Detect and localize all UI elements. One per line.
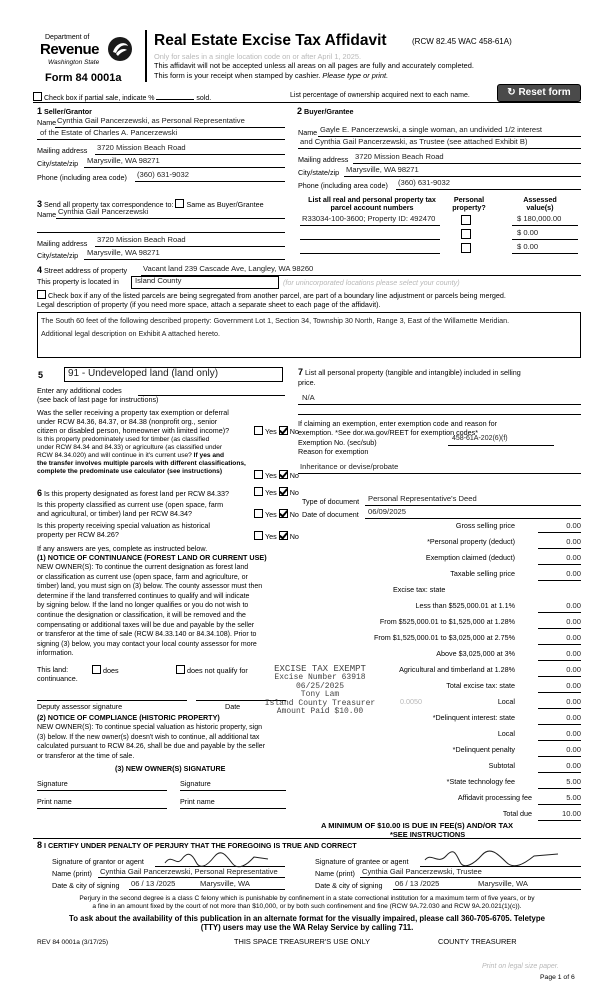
s7-label-line: price. (298, 378, 316, 387)
stamp-line: Island County Treasurer (264, 698, 376, 708)
partial-sale-sold: sold. (196, 95, 212, 102)
q-line: Is this property receiving special valuation as historical (37, 521, 210, 530)
section-num: 5 (38, 370, 44, 380)
seller-title: Seller/Grantor (44, 107, 92, 116)
parcel-number[interactable]: R33034-100-3600; Property ID: 492470 (302, 214, 436, 223)
historic-question (37, 521, 210, 539)
current-use-answer (254, 509, 299, 519)
seller-name-line1[interactable]: Cynthia Gail Pancerzewski, as Personal Representative (57, 116, 245, 125)
excise-stamp (255, 665, 385, 716)
perjury-note (33, 895, 581, 911)
tax-value[interactable]: 0.00 (566, 665, 581, 674)
tax-value[interactable]: 0.00 (566, 617, 581, 626)
parcel-col2-line1: Personal (453, 195, 485, 204)
segregated-row (37, 290, 506, 300)
notice1-line: determine if the land transferred continues to qualify and will indicate (37, 592, 250, 600)
q-line: and agricultural, or timber) land per RCW 84.34? (37, 509, 193, 518)
tax-value[interactable]: 0.00 (566, 537, 581, 546)
buyer-city[interactable]: Marysville, WA 98271 (346, 165, 419, 174)
does-not-label: does not qualify for (187, 666, 248, 675)
minimum-note: A MINIMUM OF $10.00 IS DUE IN FEE(S) AND/OR TAX (321, 821, 514, 830)
yes-label: Yes (265, 471, 277, 480)
tax-value[interactable]: 0.00 (566, 713, 581, 722)
s3-name-label: Name (37, 210, 57, 219)
notice1-line: timber) land, you must sign on (3) below. The county assessor must then (37, 583, 263, 591)
buyer-mailing-label: Mailing address (298, 155, 349, 164)
county-select[interactable] (131, 276, 279, 289)
tax-label: *Personal property (deduct) (427, 537, 515, 546)
county-value: Island County (135, 276, 182, 285)
notice1-line: or transferor at the time of sale (RCW 84.33.140 or 84.34.108). Prior to (37, 631, 257, 639)
revenue-swoosh-icon (107, 36, 133, 62)
s3-mailing-label: Mailing address (37, 239, 88, 248)
q1-line: under RCW 84.36, 84.37, or 84.38 (nonprofit org., senior (37, 417, 218, 426)
stamp-line: 06/25/2025 (295, 681, 344, 691)
q1-no-checkbox[interactable] (279, 426, 288, 435)
legal-size-note: Print on legal size paper. (482, 963, 559, 970)
grantor-date-label: Date & city of signing (52, 881, 120, 890)
grantor-name[interactable]: Cynthia Gail Pancerzewski, Personal Representative (100, 867, 278, 876)
parcel-col3-line1: Assessed (523, 195, 557, 204)
addl-codes-label-2: (see back of last page for instructions) (37, 395, 159, 404)
deputy-date-label: Date (225, 702, 241, 711)
section3-label: Send all property tax correspondence to: (44, 200, 174, 209)
perjury-line: Perjury in the second degree is a class C felony which is punishable by confinement in a state correctional institution for a maximum term of five years, or by (79, 895, 535, 902)
alt-line: (TTY) users may use the WA Relay Service by calling 711. (200, 923, 414, 932)
doc-type-label: Type of document (302, 497, 360, 506)
ownership-note: List percentage of ownership acquired next to each name. (290, 92, 470, 99)
addl-codes-label-1: Enter any additional codes (37, 386, 122, 395)
tax-value[interactable]: 0.00 (566, 697, 581, 706)
seller-phone[interactable]: (360) 631-9032 (137, 170, 189, 179)
no-label: No (289, 427, 299, 436)
tax-label: Taxable selling price (450, 569, 515, 578)
same-as-buyer-label: Same as Buyer/Grantee (186, 200, 264, 209)
dept-line2: Revenue (40, 41, 100, 58)
this-land-row (37, 665, 78, 683)
seller-name-label: Name (37, 118, 57, 127)
tax-value[interactable]: 0.00 (566, 633, 581, 642)
tax-value[interactable]: 0.00 (566, 761, 581, 770)
owner-signature-label: Signature (37, 779, 68, 788)
tax-value[interactable]: 5.00 (566, 777, 581, 786)
notice1-body (37, 563, 262, 659)
if-yes-note: If any answers are yes, complete as instructed below. (37, 544, 208, 553)
reset-icon: ↻ (507, 87, 516, 98)
yes-label: Yes (265, 488, 277, 497)
legal-line1: The South 60 feet of the following described property: Government Lot 1, Section 34, Township 30 North, Range 3, East of the Willamette Meridian. (41, 316, 510, 325)
local-rate[interactable]: 0.0050 (400, 697, 422, 706)
forest-label: Is this property designated as forest land per RCW 84.33? (44, 489, 229, 498)
forest-yes-checkbox[interactable] (254, 487, 263, 496)
yes-label: Yes (265, 532, 277, 541)
grantor-date[interactable]: 06 / 13 /2025 (131, 879, 176, 888)
q2-line: under RCW 84.34 and 84.33) or agriculture (as classified under (37, 444, 223, 451)
parcel-col2-header (447, 196, 491, 213)
q2-no-checkbox[interactable] (279, 470, 288, 479)
tax-label: From $525,000.01 to $1,525,000 at 1.28% (379, 617, 515, 626)
tax-label: Local (497, 729, 515, 738)
q1-yes-checkbox[interactable] (254, 426, 263, 435)
exempt-no-label: Exemption No. (sec/sub) (298, 437, 377, 447)
s3-mailing[interactable]: 3720 Mission Beach Road (97, 235, 186, 244)
excise-state-label: Excise tax: state (393, 585, 446, 594)
tax-label: Subtotal (488, 761, 515, 770)
timber-question (37, 436, 246, 476)
deputy-signature-label: Deputy assessor signature (37, 702, 123, 711)
reset-form-button[interactable] (497, 84, 581, 102)
located-label: This property is located in (37, 277, 119, 286)
yes-label: Yes (265, 510, 277, 519)
legal-label: Legal description of property (if you need more space, attach a separate sheet to each page of the affidavit). (37, 300, 381, 309)
parcel-col1-header (302, 196, 442, 213)
revenue-logo (35, 34, 135, 72)
tax-label: Gross selling price (455, 521, 515, 530)
parcel-col3-header (510, 196, 570, 213)
alt-format-note (33, 914, 581, 932)
q-line: Is this property classified as current use (open space, farm (37, 500, 224, 509)
buyer-heading (297, 106, 354, 116)
reset-label: Reset form (518, 87, 571, 98)
tax-value[interactable]: 0.00 (566, 601, 581, 610)
tax-value[interactable]: 10.00 (561, 809, 581, 818)
tax-label: Affidavit processing fee (457, 793, 532, 802)
parcel-col1-line1: List all real and personal property tax (308, 195, 436, 204)
stamp-line: EXCISE TAX EXEMPT (274, 664, 366, 674)
q2-answer (254, 470, 299, 480)
historic-yes-checkbox[interactable] (254, 531, 263, 540)
grantor-name-label: Name (print) (52, 869, 92, 878)
notice2-body (37, 723, 265, 761)
current-use-yes-checkbox[interactable] (254, 509, 263, 518)
q1-line: citizen or disabled person, homeowner with limited income)? (37, 426, 230, 435)
notice2-line: calculated pursuant to RCW 84.26, shall be due and payable by the seller (37, 743, 266, 751)
tax-label: Local (497, 697, 515, 706)
notice1-line: signing (3) below, you may contact your local county assessor for more (37, 640, 257, 648)
section-num: 1 (37, 106, 43, 116)
segregated-label: Check box if any of the listed parcels are being segregated from another parcel, are part of a boundary line adjustment or parcels being merged. (48, 291, 506, 300)
section-num: 6 (37, 488, 43, 498)
tax-value[interactable]: 0.00 (566, 745, 581, 754)
section7-label (298, 367, 521, 388)
current-use-question (37, 500, 223, 518)
does-not-option (176, 665, 248, 675)
seller-phone-label: Phone (including area code) (37, 173, 127, 182)
parcel-col3-line2: value(s) (526, 203, 554, 213)
tax-label: Above $3,025,000 at 3% (436, 649, 515, 658)
exemption-reason[interactable]: Inheritance or devise/probate (300, 462, 399, 471)
yes-label: Yes (265, 427, 277, 436)
street-row (37, 265, 127, 275)
doc-type[interactable]: Personal Representative's Deed (368, 494, 477, 503)
q1-line: Was the seller receiving a property tax exemption or deferral (37, 408, 229, 417)
header-line3 (154, 72, 388, 81)
land-use-value: 91 - Undeveloped land (land only) (68, 368, 219, 379)
doc-date[interactable]: 06/09/2025 (368, 507, 407, 516)
s3-city-label: City/state/zip (37, 251, 79, 260)
grantee-name[interactable]: Cynthia Gail Pancerzewski, Trustee (362, 867, 482, 876)
seller-mailing[interactable]: 3720 Mission Beach Road (97, 143, 186, 152)
q-line: property per RCW 84.26? (37, 530, 119, 539)
certify-label: I CERTIFY UNDER PENALTY OF PERJURY THAT THE FOREGOING IS TRUE AND CORRECT (44, 841, 357, 850)
tax-value[interactable]: 0.00 (566, 681, 581, 690)
dept-line3: Washington State (48, 59, 100, 66)
perjury-line: a fine in an amount fixed by the court of not more than $10,000, or by both such confinement and fine (RCW 9A.72.030 and RCW 9A.20.021(1)(c)). (92, 903, 522, 910)
rev-number: REV 84 0001a (3/17/25) (37, 939, 109, 946)
partial-sale-checkbox[interactable] (33, 92, 42, 101)
notice2-line: or transferor at the time of sale. (37, 752, 135, 760)
tax-label: *Delinquent penalty (452, 745, 515, 754)
parcel-col1-line2: parcel account numbers (330, 203, 414, 213)
does-checkbox[interactable] (92, 665, 101, 674)
grantee-date[interactable]: 06 / 13 /2025 (395, 879, 440, 888)
no-label: No (289, 510, 299, 519)
tax-value[interactable]: 5.00 (566, 793, 581, 802)
exempt-line: exemption. *See dor.wa.gov/REET for exemption codes* (298, 428, 479, 438)
form-number: Form 84 0001a (45, 72, 122, 84)
buyer-name-line1[interactable]: Gayle E. Pancerzewski, a single woman, an undivided 1/2 interest (320, 125, 543, 134)
page-number: Page 1 of 6 (540, 974, 575, 981)
form-statute: (RCW 82.45 WAC 458-61A) (412, 37, 512, 46)
current-use-no-checkbox[interactable] (279, 509, 288, 518)
buyer-name-line2[interactable]: and Cynthia Gail Pancerzewski, as Trustee (see attached Exhibit B) (300, 137, 528, 146)
assessed-value[interactable]: $ 0.00 (517, 228, 539, 237)
q1-answer (254, 426, 299, 436)
segregated-checkbox[interactable] (37, 290, 46, 299)
seller-city-label: City/state/zip (37, 159, 79, 168)
seller-name-line2[interactable]: of the Estate of Charles A. Pancerzewski (40, 128, 178, 137)
tax-value[interactable]: 0.00 (566, 569, 581, 578)
grantee-name-label: Name (print) (315, 869, 355, 878)
tax-calculation (298, 522, 583, 792)
notice1-title: (1) NOTICE OF CONTINUANCE (FOREST LAND OR CURRENT USE) (37, 553, 267, 562)
s7-label-line: List all personal property (tangible and intangible) included in selling (305, 368, 521, 377)
see-instructions: *SEE INSTRUCTIONS (390, 830, 466, 839)
exemption-question (37, 408, 229, 435)
personal-property-value[interactable]: N/A (302, 393, 315, 402)
grantor-city[interactable]: Marysville, WA (200, 879, 250, 888)
grantee-signature-scribble-icon (422, 850, 562, 868)
seller-heading (37, 106, 92, 116)
owner-print-name-label: Print name (37, 797, 72, 806)
tax-label: Less than $525,000.01 at 1.1% (415, 601, 515, 610)
section-num: 4 (37, 265, 43, 275)
s3-name[interactable]: Cynthia Gail Pancerzewski (58, 207, 149, 216)
historic-no-checkbox[interactable] (279, 531, 288, 540)
stamp-line: Excise Number 63918 (274, 673, 366, 683)
forest-no-checkbox[interactable] (279, 487, 288, 496)
notice1-line: continue the designation or classification, it will be removed and the (37, 611, 246, 619)
legal-line2: Additional legal description on Exhibit A attached hereto. (41, 329, 221, 338)
this-land-label: This land: (37, 665, 69, 674)
parcel-row (298, 242, 581, 254)
q2-bold-line: complete the predominate use calculator (see instructions) (37, 468, 223, 475)
type-or-print-note: Please type or print. (322, 71, 389, 80)
legal-description-box[interactable] (37, 312, 581, 358)
historic-answer (254, 531, 299, 541)
section-num: 8 (37, 840, 43, 850)
alt-line: To ask about the availability of this publication in an alternate format for the visually impaired, please call 360-705-6705. Teletype (69, 914, 545, 923)
street-label: Street address of property (44, 266, 128, 275)
does-not-checkbox[interactable] (176, 665, 185, 674)
grantee-city[interactable]: Marysville, WA (478, 879, 528, 888)
q2-bold-line: the transfer involves multiple parcels with different classifications, (37, 460, 246, 467)
tax-label: From $1,525,000.01 to $3,025,000 at 2.75% (373, 633, 515, 642)
personal-property-checkbox[interactable] (461, 229, 471, 239)
q2-bold-a: If yes and (193, 452, 225, 459)
seller-city[interactable]: Marysville, WA 98271 (87, 156, 160, 165)
forest-answer (254, 487, 299, 497)
s3-city[interactable]: Marysville, WA 98271 (87, 248, 160, 257)
stamp-line: Tony Lam (300, 690, 340, 700)
same-as-buyer-checkbox[interactable] (175, 199, 184, 208)
q2-yes-checkbox[interactable] (254, 470, 263, 479)
buyer-title: Buyer/Grantee (304, 107, 354, 116)
gray-note: Only for sales in a single location code on or after April 1, 2025. (154, 52, 362, 61)
treasurer-space: THIS SPACE TREASURER'S USE ONLY (234, 937, 371, 946)
q2-line: RCW 84.34.020) and will continue in it's current use? (37, 452, 192, 459)
stamp-line: Amount Paid $10.00 (276, 707, 364, 716)
tax-label: Total due (502, 809, 532, 818)
county-treasurer: COUNTY TREASURER (438, 937, 517, 946)
notice2-line: (3) below. If the new owner(s) doesn't wish to continue, all additional tax (37, 733, 260, 741)
header-line2: This affidavit will not be accepted unless all areas on all pages are fully and accurately completed. (154, 61, 474, 70)
tax-value[interactable]: 0.00 (566, 521, 581, 530)
section-num: 2 (297, 106, 303, 116)
parcel-row (298, 228, 581, 240)
street-address[interactable]: Vacant land 239 Cascade Ave, Langley, WA 98260 (143, 264, 314, 273)
buyer-phone-label: Phone (including area code) (298, 181, 388, 190)
owner-signature-label: Signature (180, 779, 211, 788)
notice1-line: NEW OWNER(S): To continue the current designation as forest land (37, 564, 249, 571)
personal-property-checkbox[interactable] (461, 215, 471, 225)
section-num: 3 (37, 199, 43, 209)
forest-question (37, 488, 229, 498)
grantee-sig-label: Signature of grantee or agent (315, 857, 409, 866)
no-label: No (289, 488, 299, 497)
seller-mailing-label: Mailing address (37, 146, 88, 155)
county-hint: (for unincorporated locations please select your county) (283, 278, 460, 287)
doc-date-label: Date of document (302, 510, 359, 519)
notice1-line: or classification as current use (open space, farm and agriculture, or (37, 573, 248, 581)
notice1-line: information. (37, 650, 74, 658)
continuance-label: continuance. (37, 674, 78, 683)
parcel-col2-line2: property? (452, 203, 486, 213)
buyer-city-label: City/state/zip (298, 168, 340, 177)
form-title: Real Estate Excise Tax Affidavit (154, 32, 387, 49)
q2-line: Is this property predominately used for timber (as classified (37, 436, 210, 443)
exemption-number[interactable]: 458-61A-202(6)(f) (452, 435, 508, 442)
buyer-name-label: Name (298, 128, 318, 137)
reason-label: Reason for exemption (298, 447, 369, 457)
personal-property-checkbox[interactable] (461, 243, 471, 253)
notice2-title: (2) NOTICE OF COMPLIANCE (HISTORIC PROPERTY) (37, 713, 220, 722)
notice3-title: (3) NEW OWNER(S) SIGNATURE (115, 764, 226, 773)
tax-label: Agricultural and timberland at 1.28% (399, 665, 515, 674)
no-label: No (289, 532, 299, 541)
header-divider (145, 30, 147, 82)
dept-line1: Department of (45, 34, 90, 41)
land-use-select[interactable] (64, 367, 283, 382)
section-num: 7 (298, 367, 304, 377)
notice2-line: NEW OWNER(S): To continue special valuation as historic property, sign (37, 724, 262, 731)
grantee-date-label: Date & city of signing (315, 881, 383, 890)
tax-label: Total excise tax: state (446, 681, 515, 690)
certify-row (37, 840, 357, 850)
tax-label: *State technology fee (446, 777, 515, 786)
partial-sale-label: Check box if partial sale, indicate % (44, 95, 155, 102)
no-label: No (289, 471, 299, 480)
receipt-note: This form is your receipt when stamped by cashier. (154, 71, 321, 80)
tax-value[interactable]: 0.00 (566, 729, 581, 738)
tax-label: *Delinquent interest: state (432, 713, 515, 722)
parcel-row (298, 214, 581, 226)
assessed-value[interactable]: $ 0.00 (517, 242, 539, 251)
assessed-value[interactable]: $ 180,000.00 (517, 214, 562, 223)
notice1-line: by signing below. If the land no longer qualifies or you do not wish to (37, 602, 249, 610)
owner-print-name-label: Print name (180, 797, 215, 806)
buyer-phone[interactable]: (360) 631-9032 (398, 178, 450, 187)
tax-value[interactable]: 0.00 (566, 553, 581, 562)
does-label: does (103, 666, 119, 675)
does-option (92, 665, 119, 675)
exempt-line: If claiming an exemption, enter exemption code and reason for (298, 419, 497, 428)
tax-label: Exemption claimed (deduct) (425, 553, 515, 562)
notice1-line: compensating or additional taxes will be due and payable by the seller (37, 621, 255, 629)
tax-value[interactable]: 0.00 (566, 649, 581, 658)
buyer-mailing[interactable]: 3720 Mission Beach Road (355, 152, 444, 161)
grantor-sig-label: Signature of grantor or agent (52, 857, 144, 866)
